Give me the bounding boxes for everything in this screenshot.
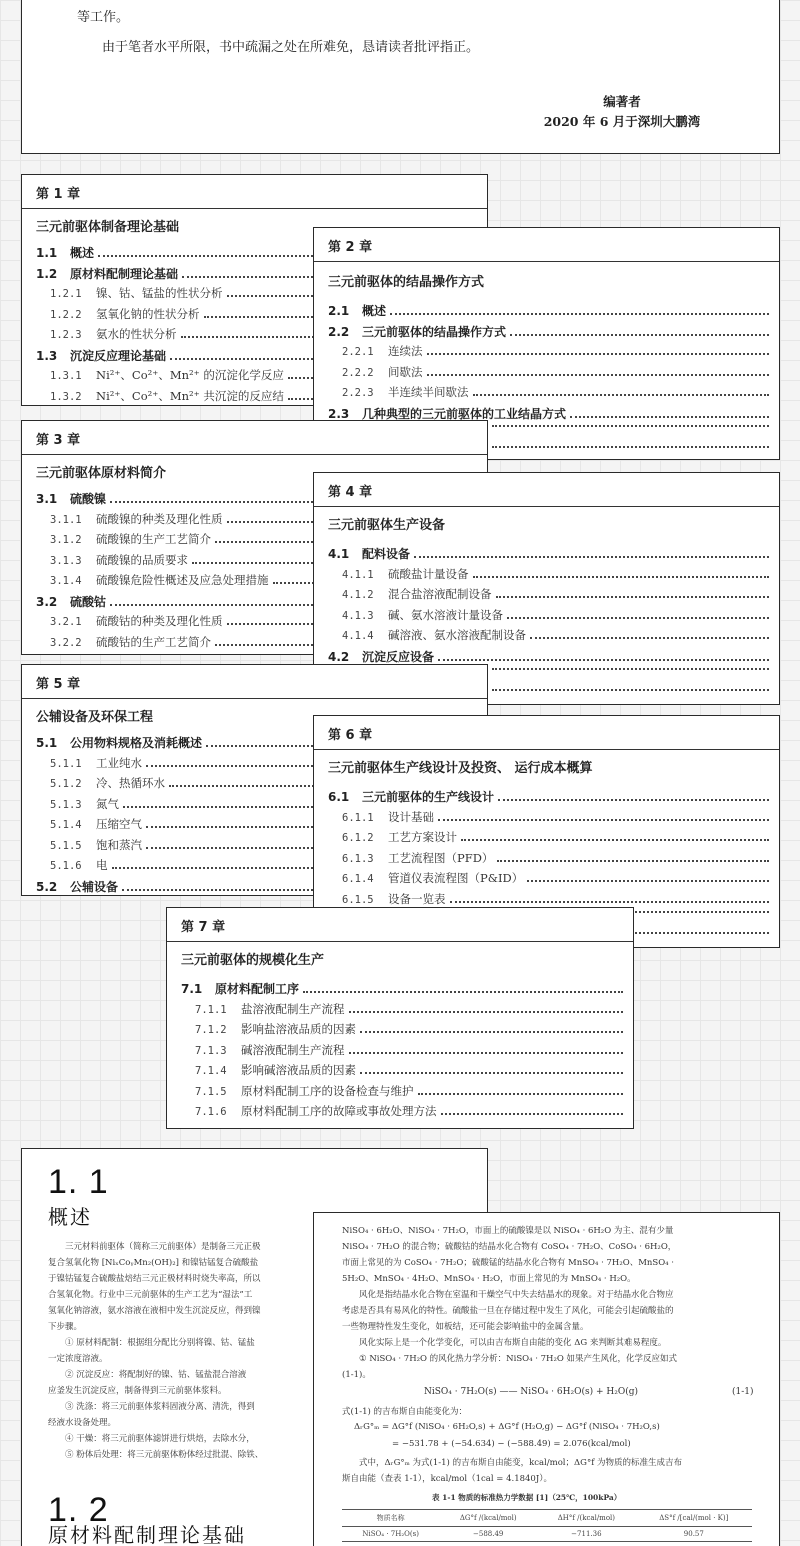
text-line: 斯自由能（查表 1-1），kcal/mol（1cal = 4.1840J）。 (342, 1474, 552, 1484)
entry-title: 硫酸钴的生产工艺简介 (96, 634, 211, 649)
section-title: 原材料配制理论基础 (48, 1523, 246, 1546)
entry-number: 5.2 (36, 879, 58, 894)
text-line: ④ 干燥：将三元前驱体滤饼进行烘焙，去除水分， (65, 1434, 255, 1444)
leader-dots (303, 991, 623, 993)
entry-title: 氮气 (96, 796, 119, 811)
entry-title: 电 (96, 858, 108, 872)
leader-dots (496, 596, 770, 598)
toc-entry (167, 1001, 633, 1022)
preface-page (21, 0, 780, 154)
leader-dots (414, 556, 769, 558)
entry-number: 1.2.1 (50, 288, 82, 300)
entry-number: 7.1.4 (195, 1065, 227, 1077)
entry-number: 3.1.2 (50, 534, 82, 546)
preface-line-2: 由于笔者水平所限，书中疏漏之处在所难免，恳请读者批评指正。 (102, 40, 480, 55)
text-line: 一定浓度溶液。 (48, 1354, 108, 1364)
text-line: 一些物理特性发生变化，如板结，还可能会影响盐中的金属含量。 (342, 1322, 589, 1332)
leader-dots (492, 425, 769, 427)
entry-title: 半连续半间歇法 (388, 385, 469, 399)
entry-number: 2.2 (328, 324, 350, 339)
toc-entry (314, 829, 779, 850)
entry-number: 7.1.2 (195, 1024, 227, 1036)
table-header: 物质名称 (342, 1510, 439, 1527)
entry-number: 4.1.1 (342, 568, 374, 581)
toc-entry (314, 607, 779, 628)
equation-number: (1-1) (732, 1387, 754, 1397)
entry-number: 4.2 (328, 649, 350, 664)
leader-dots (473, 394, 770, 396)
entry-title: 公辅设备 (70, 879, 119, 894)
entry-title: 公用物料规格及消耗概述 (70, 736, 203, 750)
chapter-title: 公辅设备及环保工程 (36, 710, 154, 725)
text-line: 5H₂O、MnSO₄ · 4H₂O、MnSO₄ · H₂O，市面上常见的为 MnSO₄ · H₂O。 (342, 1274, 636, 1284)
chapter-title: 三元前驱体的结晶操作方式 (328, 275, 485, 290)
leader-dots (360, 1072, 623, 1074)
preface-author: 编著者 (603, 94, 641, 109)
entry-number: 2.1 (328, 304, 350, 318)
text-line: ② 沉淀反应：将配制好的镍、钴、锰盐混合溶液 (65, 1370, 247, 1380)
entry-title: 原材料配制工序的设备检查与维护 (241, 1083, 414, 1098)
text-line: NiSO₄ · 6H₂O、NiSO₄ · 7H₂O，市面上的硫酸镍是以 NiSO₄ · 6H₂O 为主、混有少量 (342, 1226, 674, 1236)
entry-title: 硫酸镍的种类及理化性质 (96, 511, 223, 526)
equation-intro: 式(1-1) 的吉布斯自由能变化为： (342, 1407, 468, 1417)
entry-title: 硫酸镍 (70, 492, 107, 506)
text-line: 三元材料前驱体（简称三元前驱体）是制备三元正极 (65, 1242, 261, 1252)
table-cell: 90.57 (636, 1527, 752, 1542)
text-line: 风化实际上是一个化学变化，可以由吉布斯自由能的变化 ΔG 来判断其难易程度。 (359, 1338, 667, 1348)
table-header-row (342, 1510, 752, 1527)
text-line: ⑤ 粉体后处理：将三元前驱体粉体经过批混、除铁、 (65, 1450, 264, 1460)
entry-number: 1.1 (36, 246, 58, 260)
entry-title: 间歇法 (388, 364, 423, 379)
entry-number: 1.3.1 (50, 370, 82, 382)
entry-number: 4.1 (328, 547, 350, 561)
entry-title: 概述 (362, 304, 387, 318)
entry-title: 三元前驱体的结晶操作方式 (362, 324, 507, 339)
text-line: 合氢氧化物。行业中三元前驱体的生产工艺为“湿法”工 (48, 1290, 253, 1300)
entry-title: 碱、氨水溶液计量设备 (388, 607, 503, 622)
entry-title: Ni²⁺、Co²⁺、Mn²⁺ 共沉淀的反应结 (96, 388, 284, 403)
text-line: (1-1)。 (342, 1370, 371, 1380)
entry-number: 3.1.4 (50, 575, 82, 587)
toc-entry (314, 545, 779, 566)
entry-number: 6.1.1 (342, 811, 374, 824)
section-number: 1. 1 (48, 1163, 109, 1201)
chapter-title: 三元前驱体的规模化生产 (181, 953, 325, 968)
text-line: ① 原材料配制：根据组分配比分别将镍、钴、锰盐 (65, 1338, 255, 1348)
leader-dots (527, 880, 769, 882)
equation-line: ΔᵣG°ₘ = ΔG°f (NiSO₄ · 6H₂O,s) + ΔG°f (H₂O,g) − ΔG°f (NiSO₄ · 7H₂O,s) (354, 1422, 660, 1432)
leader-dots (441, 1113, 624, 1115)
entry-title: 硫酸镍的品质要求 (96, 552, 188, 567)
leader-dots (349, 1011, 624, 1013)
table-header: ΔH°f /(kcal/mol) (537, 1510, 636, 1527)
sample-page-2 (313, 1212, 780, 1546)
entry-number: 5.1.6 (50, 860, 82, 872)
text-line: 下步骤。 (48, 1322, 83, 1332)
leader-dots (530, 637, 769, 639)
entry-title: 碱溶液、氨水溶液配制设备 (388, 628, 526, 642)
entry-title: 几种典型的三元前驱体的工业结晶方式 (362, 406, 567, 421)
text-line: ③ 洗涤：将三元前驱体浆料固液分离、清洗，得到 (65, 1402, 255, 1412)
chapter-label: 第 4 章 (314, 473, 779, 507)
entry-title: 硫酸镍危险性概述及应急处理措施 (96, 573, 269, 587)
entry-number: 5.1.4 (50, 819, 82, 831)
entry-number: 1.3.2 (50, 390, 82, 403)
table-header: ΔG°f /(kcal/mol) (439, 1510, 537, 1527)
entry-title: 硫酸镍的生产工艺简介 (96, 532, 211, 546)
table-cell: NiSO₄ · 7H₂O(s) (342, 1527, 439, 1542)
leader-dots (427, 353, 770, 355)
chapter-title: 三元前驱体原材料简介 (36, 466, 167, 481)
entry-title: 设备一览表 (388, 891, 446, 906)
entry-title: 硫酸钴的种类及理化性质 (96, 614, 223, 628)
entry-number: 6.1 (328, 790, 350, 804)
text-line: 于镍钴锰复合硫酸盐焙结三元正极材料时烧失率高，所以 (48, 1274, 261, 1284)
entry-title: 碱溶液配制生产流程 (241, 1042, 345, 1057)
entry-title: 硫酸钴 (70, 594, 107, 609)
entry-title: 混合盐溶液配制设备 (388, 587, 492, 601)
entry-number: 6.1.4 (342, 873, 374, 885)
entry-title: 氢氧化钠的性状分析 (96, 306, 200, 321)
text-line: 应釜发生沉淀反应，制备得到三元前驱体浆料。 (48, 1386, 227, 1396)
toc-entry (314, 343, 779, 364)
toc-entry (167, 1021, 633, 1042)
chapter-title: 三元前驱体生产设备 (328, 518, 446, 533)
entry-number: 3.2.1 (50, 616, 82, 628)
toc-chapter-7 (166, 907, 634, 1129)
preface-date: 2020 年 6 月于深圳大鹏湾 (543, 114, 701, 129)
leader-dots (473, 576, 770, 578)
entry-title: 冷、热循环水 (96, 776, 165, 790)
section-title: 概述 (48, 1205, 92, 1229)
table-cell: −711.36 (537, 1527, 636, 1542)
toc-entry (314, 323, 779, 344)
leader-dots (438, 819, 769, 821)
entry-number: 6.1.3 (342, 852, 374, 865)
entry-number: 1.3 (36, 348, 58, 363)
table-title: 表 1-1 物质的标准热力学数据 [1]（25℃，100kPa） (432, 1493, 622, 1502)
chapter-title: 三元前驱体制备理论基础 (36, 220, 180, 235)
body-text (342, 1223, 772, 1383)
toc-entry (314, 566, 779, 587)
entry-number: 2.2.1 (342, 346, 374, 358)
entry-number: 2.2.3 (342, 387, 374, 399)
entry-title: 设计基础 (388, 809, 434, 824)
toc-entry (167, 1062, 633, 1083)
entry-title: 饱和蒸汽 (96, 837, 142, 852)
entry-title: 影响碱溶液品质的因素 (241, 1063, 356, 1077)
toc-entry (314, 586, 779, 607)
leader-dots (450, 901, 770, 903)
entry-title: 原材料配制工序的故障或事故处理方法 (241, 1104, 437, 1118)
entry-number: 1.2 (36, 266, 58, 281)
leader-dots (492, 668, 769, 670)
entry-number: 5.1.2 (50, 778, 82, 790)
text-line: 风化是指结晶水化合物在室温和干燥空气中失去结晶水的现象。对于结晶水化合物应 (359, 1290, 674, 1300)
leader-dots (438, 659, 769, 661)
text-line: 市面上常见的为 CoSO₄ · 7H₂O；硫酸锰的结晶水化合物有 MnSO₄ · 7H₂O、MnSO₄ · (342, 1258, 674, 1268)
entry-number: 1.2.3 (50, 329, 82, 341)
entry-title: 连续法 (388, 344, 423, 358)
leader-dots (570, 416, 769, 418)
entry-number: 4.1.4 (342, 630, 374, 642)
entry-title: 概述 (70, 246, 95, 260)
toc-entry (167, 980, 633, 1001)
entry-number: 7.1 (181, 982, 203, 996)
table-header: ΔS°f /[cal/(mol · K)] (636, 1510, 752, 1527)
leader-dots (498, 799, 769, 801)
entry-number: 7.1.3 (195, 1044, 227, 1057)
toc-entry (167, 1103, 633, 1124)
chapter-label: 第 2 章 (314, 228, 779, 262)
leader-dots (461, 839, 769, 841)
entry-title: 压缩空气 (96, 817, 142, 831)
entry-title: 原材料配制工序 (215, 982, 300, 996)
leader-dots (427, 374, 770, 376)
preface-line-1: 等工作。 (77, 10, 130, 25)
entry-number: 5.1.5 (50, 839, 82, 852)
toc-entry (314, 627, 779, 648)
entry-title: 镍、钴、锰盐的性状分析 (96, 286, 223, 300)
leader-dots (492, 446, 769, 448)
entry-title: 原材料配制理论基础 (70, 266, 179, 281)
leader-dots (418, 1093, 624, 1095)
entry-title: 沉淀反应理论基础 (70, 348, 167, 363)
entry-title: Ni²⁺、Co²⁺、Mn²⁺ 的沉淀化学反应 (96, 368, 284, 382)
toc-entry (314, 302, 779, 323)
entry-number: 3.1.3 (50, 554, 82, 567)
leader-dots (497, 860, 769, 862)
text-line: NiSO₄ · 7H₂O 的混合物；硫酸钴的结晶水化合物有 CoSO₄ · 7H₂O、CoSO₄ · 6H₂O， (342, 1242, 677, 1252)
entry-number: 5.1 (36, 736, 58, 750)
toc-entry (167, 1042, 633, 1063)
entry-title: 管道仪表流程图（P&ID） (388, 871, 524, 885)
toc-entry (314, 850, 779, 871)
toc-entry (314, 870, 779, 891)
entry-number: 4.1.2 (342, 589, 374, 601)
chapter-label: 第 6 章 (314, 716, 779, 750)
equation-line: = −531.78 + (−54.634) − (−588.49) = 2.076(kcal/mol) (392, 1439, 631, 1449)
leader-dots (507, 617, 769, 619)
entry-number: 3.2 (36, 594, 58, 609)
thermo-table (342, 1509, 752, 1542)
text-line: ① NiSO₄ · 7H₂O 的风化热力学分析：NiSO₄ · 7H₂O 如果产生风化，化学反应如式 (359, 1354, 678, 1364)
entry-title: 影响盐溶液品质的因素 (241, 1022, 356, 1036)
entry-title: 工业纯水 (96, 755, 142, 770)
entry-number: 3.2.2 (50, 636, 82, 649)
text-line: 氢氧化钠溶液，氨水溶液在液相中发生沉淀反应，得到镍 (48, 1306, 261, 1316)
toc-entry (167, 1083, 633, 1104)
chapter-label: 第 3 章 (22, 421, 487, 455)
entry-title: 盐溶液配制生产流程 (241, 1001, 345, 1016)
leader-dots (390, 313, 769, 315)
leader-dots (360, 1031, 623, 1033)
entry-title: 氨水的性状分析 (96, 327, 177, 341)
entry-number: 5.1.1 (50, 757, 82, 770)
entry-number: 4.1.3 (342, 609, 374, 622)
toc-entry (314, 384, 779, 405)
table-cell: −588.49 (439, 1527, 537, 1542)
chapter-label: 第 7 章 (167, 908, 633, 942)
entry-title: 硫酸盐计量设备 (388, 566, 469, 581)
entry-number: 3.1 (36, 492, 58, 506)
toc-entry (314, 788, 779, 809)
toc-entry (314, 809, 779, 830)
chapter-label: 第 5 章 (22, 665, 487, 699)
leader-dots (492, 689, 769, 691)
entry-number: 7.1.1 (195, 1003, 227, 1016)
equation: NiSO₄ · 7H₂O(s) —— NiSO₄ · 6H₂O(s) + H₂O(g) (424, 1387, 638, 1397)
leader-dots (349, 1052, 624, 1054)
entry-title: 工艺方案设计 (388, 830, 457, 844)
entry-title: 三元前驱体的生产线设计 (362, 790, 495, 804)
entry-title: 配料设备 (362, 547, 411, 561)
entry-number: 7.1.6 (195, 1106, 227, 1118)
entry-number: 1.2.2 (50, 308, 82, 321)
entry-number: 2.3 (328, 406, 350, 421)
leader-dots (510, 334, 769, 336)
entry-number: 5.1.3 (50, 798, 82, 811)
entry-number: 6.1.5 (342, 893, 374, 906)
section-number: 1. 2 (48, 1491, 109, 1529)
entry-number: 6.1.2 (342, 832, 374, 844)
entry-title: 工艺流程图（PFD） (388, 850, 494, 865)
toc-entry (314, 364, 779, 385)
text-line: 考虑是否具有易风化的特性。硫酸盐一旦在存储过程中发生了风化，可能会引起硫酸盐的 (342, 1306, 674, 1316)
chapter-label: 第 1 章 (22, 175, 487, 209)
entry-number: 3.1.1 (50, 513, 82, 526)
text-line: 式中，ΔᵣG°ₘ 为式(1-1) 的吉布斯自由能变，kcal/mol；ΔG°f 为物质的标准生成吉布 (359, 1458, 683, 1468)
text-line: 复合氢氧化物 [NiₓCoᵧMn₂(OH)₂] 和镍钴锰复合硫酸盐 (48, 1258, 259, 1268)
chapter-title: 三元前驱体生产线设计及投资、 运行成本概算 (328, 761, 593, 776)
entry-number: 2.2.2 (342, 366, 374, 379)
entry-number: 7.1.5 (195, 1085, 227, 1098)
entry-title: 沉淀反应设备 (362, 649, 435, 664)
table-row (342, 1527, 752, 1542)
text-line: 经液水设备处理。 (48, 1418, 117, 1428)
